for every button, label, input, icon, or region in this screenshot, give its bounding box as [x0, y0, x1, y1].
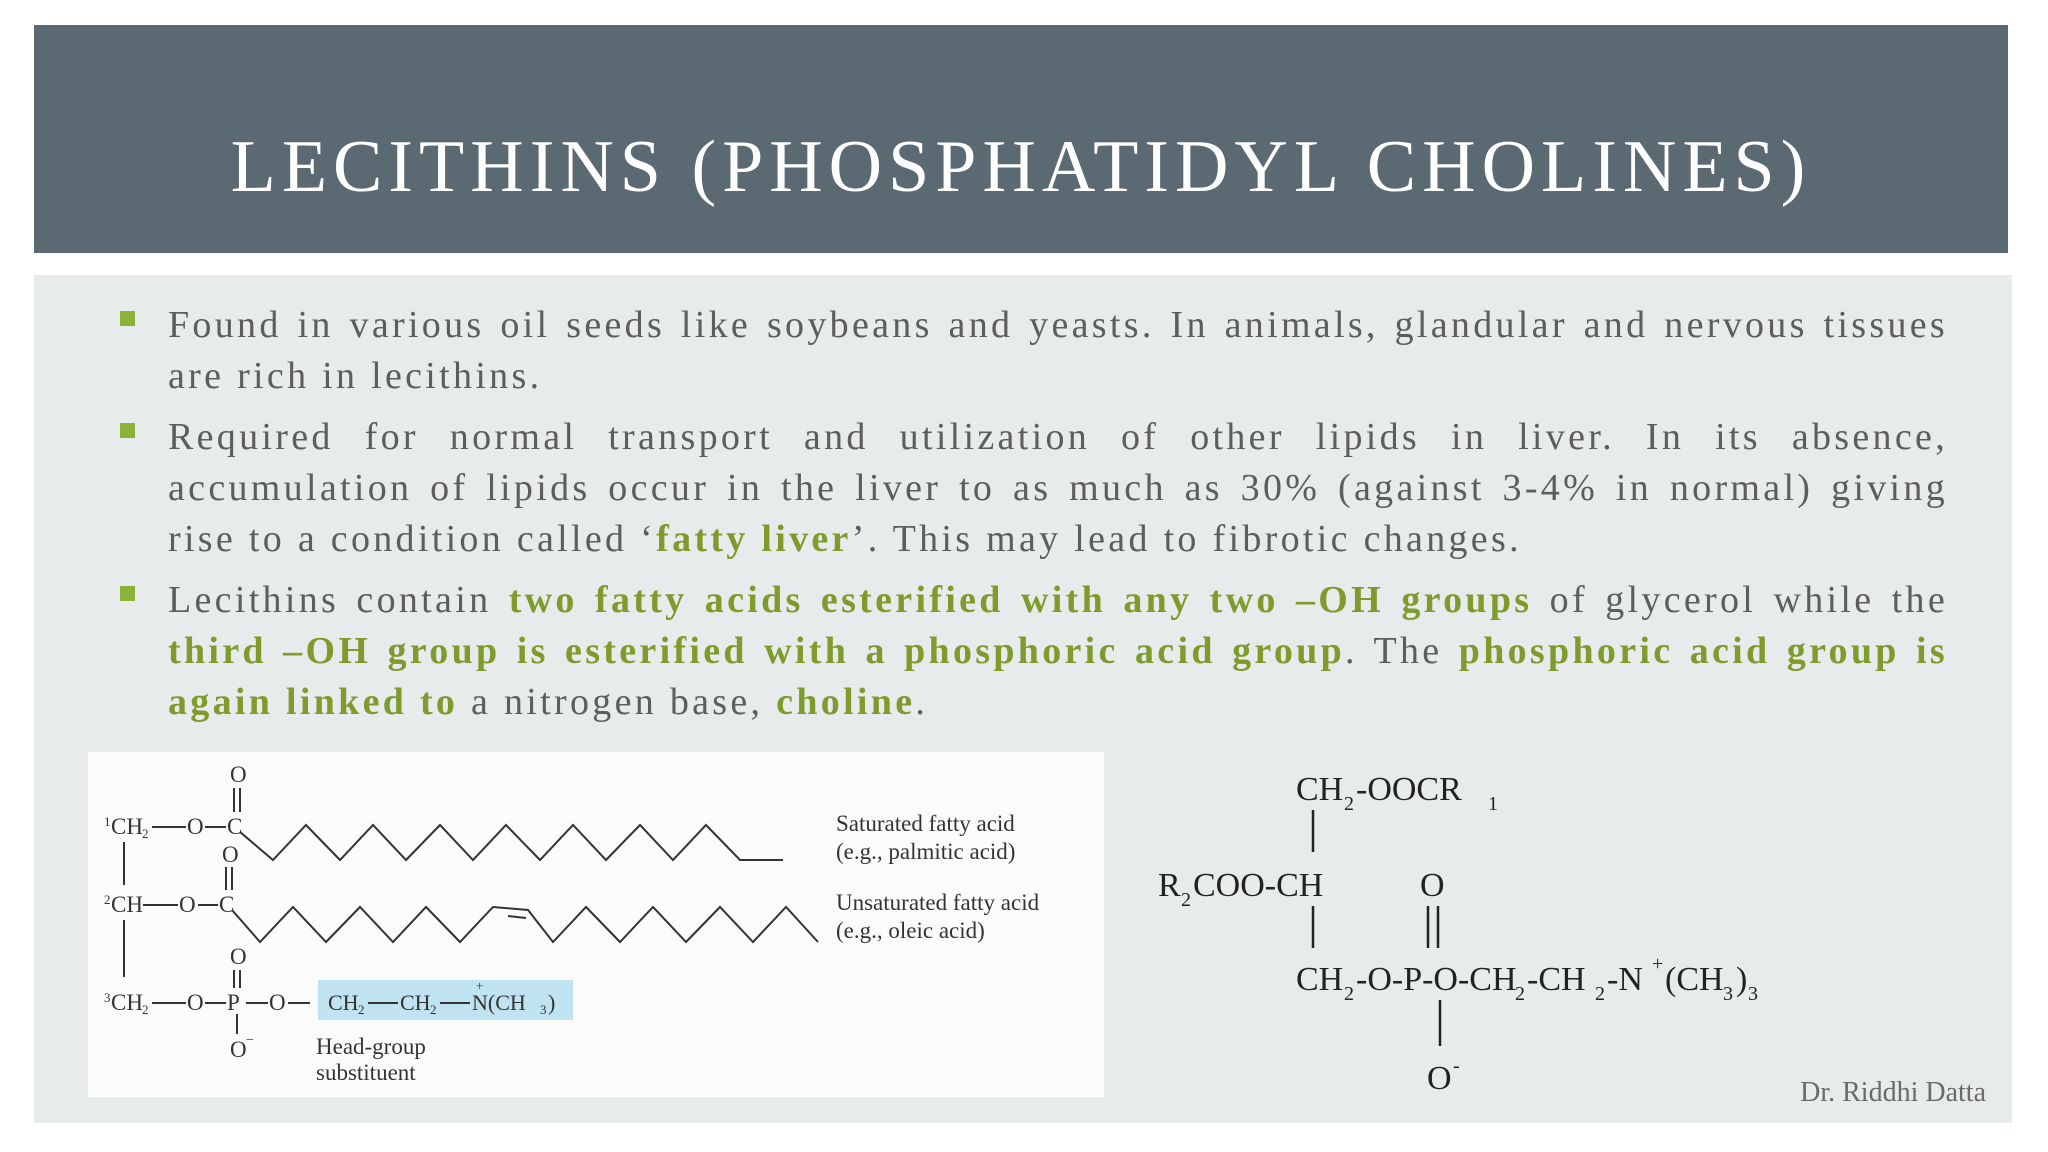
svg-text:CH: CH [111, 892, 143, 917]
svg-text:-: - [1453, 1055, 1460, 1077]
svg-text:-O-P-O-CH: -O-P-O-CH [1356, 961, 1517, 998]
svg-text:): ) [548, 990, 556, 1015]
svg-text:substituent: substituent [316, 1060, 416, 1085]
bullet-item-structure: Lecithins contain two fatty acids esterified with any two –OH groups of glycerol while the third –OH group is esterified with a phosphoric acid group. The phosphoric acid group is again linked to a nitrogen base, choline. [120, 575, 1948, 728]
svg-text:CH: CH [111, 814, 143, 839]
lecithin-formula-figure [1140, 760, 1840, 1130]
carbon-number-2: 2 [104, 892, 111, 907]
svg-text:2: 2 [358, 1002, 365, 1017]
svg-text:−: − [246, 1033, 254, 1048]
svg-text:-OOCR: -OOCR [1356, 771, 1462, 808]
svg-text:CH: CH [111, 990, 143, 1015]
author-credit: Dr. Riddhi Datta [1800, 1077, 1986, 1108]
svg-text:O: O [230, 944, 247, 969]
svg-text:O: O [187, 990, 204, 1015]
lecithin-structure-figure [88, 752, 1104, 1097]
svg-text:CH: CH [1296, 771, 1344, 808]
svg-text:3: 3 [1723, 983, 1733, 1005]
highlight-fatty-liver: fatty liver [656, 518, 852, 560]
svg-text:2: 2 [1595, 983, 1605, 1005]
svg-text:O: O [187, 814, 204, 839]
svg-text:O: O [179, 892, 196, 917]
svg-text:C: C [227, 814, 243, 839]
svg-text:3: 3 [540, 1002, 547, 1017]
svg-text:(e.g., oleic acid): (e.g., oleic acid) [836, 918, 985, 943]
svg-text:+: + [476, 978, 484, 993]
svg-text:C: C [219, 892, 235, 917]
svg-text:O: O [230, 1037, 247, 1062]
phosphocholine-chain: CH [1296, 961, 1344, 998]
svg-text:O: O [269, 990, 286, 1015]
bullet-list [120, 300, 1948, 738]
carbon-number-1: 1 [104, 814, 111, 829]
label-saturated-fatty-acid: Saturated fatty acid [836, 811, 1015, 836]
highlight-phosphoric-link: phosphoric acid group is again linked to [168, 630, 1948, 723]
svg-text:+: + [1652, 953, 1664, 975]
slide-title: LECITHINS (PHOSPHATIDYL CHOLINES) [230, 126, 1812, 208]
title-bar [34, 25, 2008, 253]
svg-text:2: 2 [430, 1002, 437, 1017]
svg-text:2: 2 [1181, 889, 1191, 911]
bullet-item-function: Required for normal transport and utilization of other lipids in liver. In its absence, accumulation of lipids occur in the liver to as much as 30% (against 3-4% in normal) giving rise to a condition called ‘fatty liver’. This may lead to fibrotic changes. [120, 412, 1948, 565]
svg-text:2: 2 [142, 1002, 149, 1017]
bullet-marker-icon [120, 311, 135, 326]
svg-text:CH: CH [400, 990, 431, 1015]
svg-text:COO-CH: COO-CH [1193, 867, 1324, 904]
svg-text:N(CH: N(CH [472, 990, 526, 1015]
highlight-choline: choline [776, 681, 916, 723]
bullet-item-occurrence: Found in various oil seeds like soybeans and yeasts. In animals, glandular and nervous tissues are rich in lecithins. [120, 300, 1948, 402]
svg-text:(CH: (CH [1665, 961, 1724, 998]
svg-text:-CH: -CH [1527, 961, 1586, 998]
svg-text:2: 2 [1344, 983, 1354, 1005]
svg-text:R: R [1158, 867, 1181, 904]
svg-text:(e.g., palmitic acid): (e.g., palmitic acid) [836, 839, 1016, 864]
label-head-group: Head-group [316, 1034, 426, 1059]
svg-text:O: O [1427, 1060, 1452, 1097]
carbon-number-3: 3 [104, 990, 111, 1005]
bullet-marker-icon [120, 586, 135, 601]
label-unsaturated-fatty-acid: Unsaturated fatty acid [836, 890, 1040, 915]
bullet-marker-icon [120, 423, 135, 438]
svg-text:2: 2 [1515, 983, 1525, 1005]
svg-text:2: 2 [142, 826, 149, 841]
highlight-third-oh: third –OH group is esterified with a phosphoric acid group [168, 630, 1346, 672]
svg-text:3: 3 [1748, 983, 1758, 1005]
svg-text:P: P [227, 990, 240, 1015]
highlight-two-fatty-acids: two fatty acids esterified with any two –OH groups [508, 579, 1533, 621]
svg-text:O: O [222, 842, 239, 867]
svg-text:1: 1 [1488, 793, 1498, 815]
svg-text:CH: CH [328, 990, 359, 1015]
svg-text:O: O [1420, 867, 1445, 904]
svg-text:2: 2 [1344, 793, 1354, 815]
svg-text:O: O [230, 762, 247, 787]
svg-text:): ) [1736, 961, 1748, 998]
svg-text:-N: -N [1607, 961, 1643, 998]
